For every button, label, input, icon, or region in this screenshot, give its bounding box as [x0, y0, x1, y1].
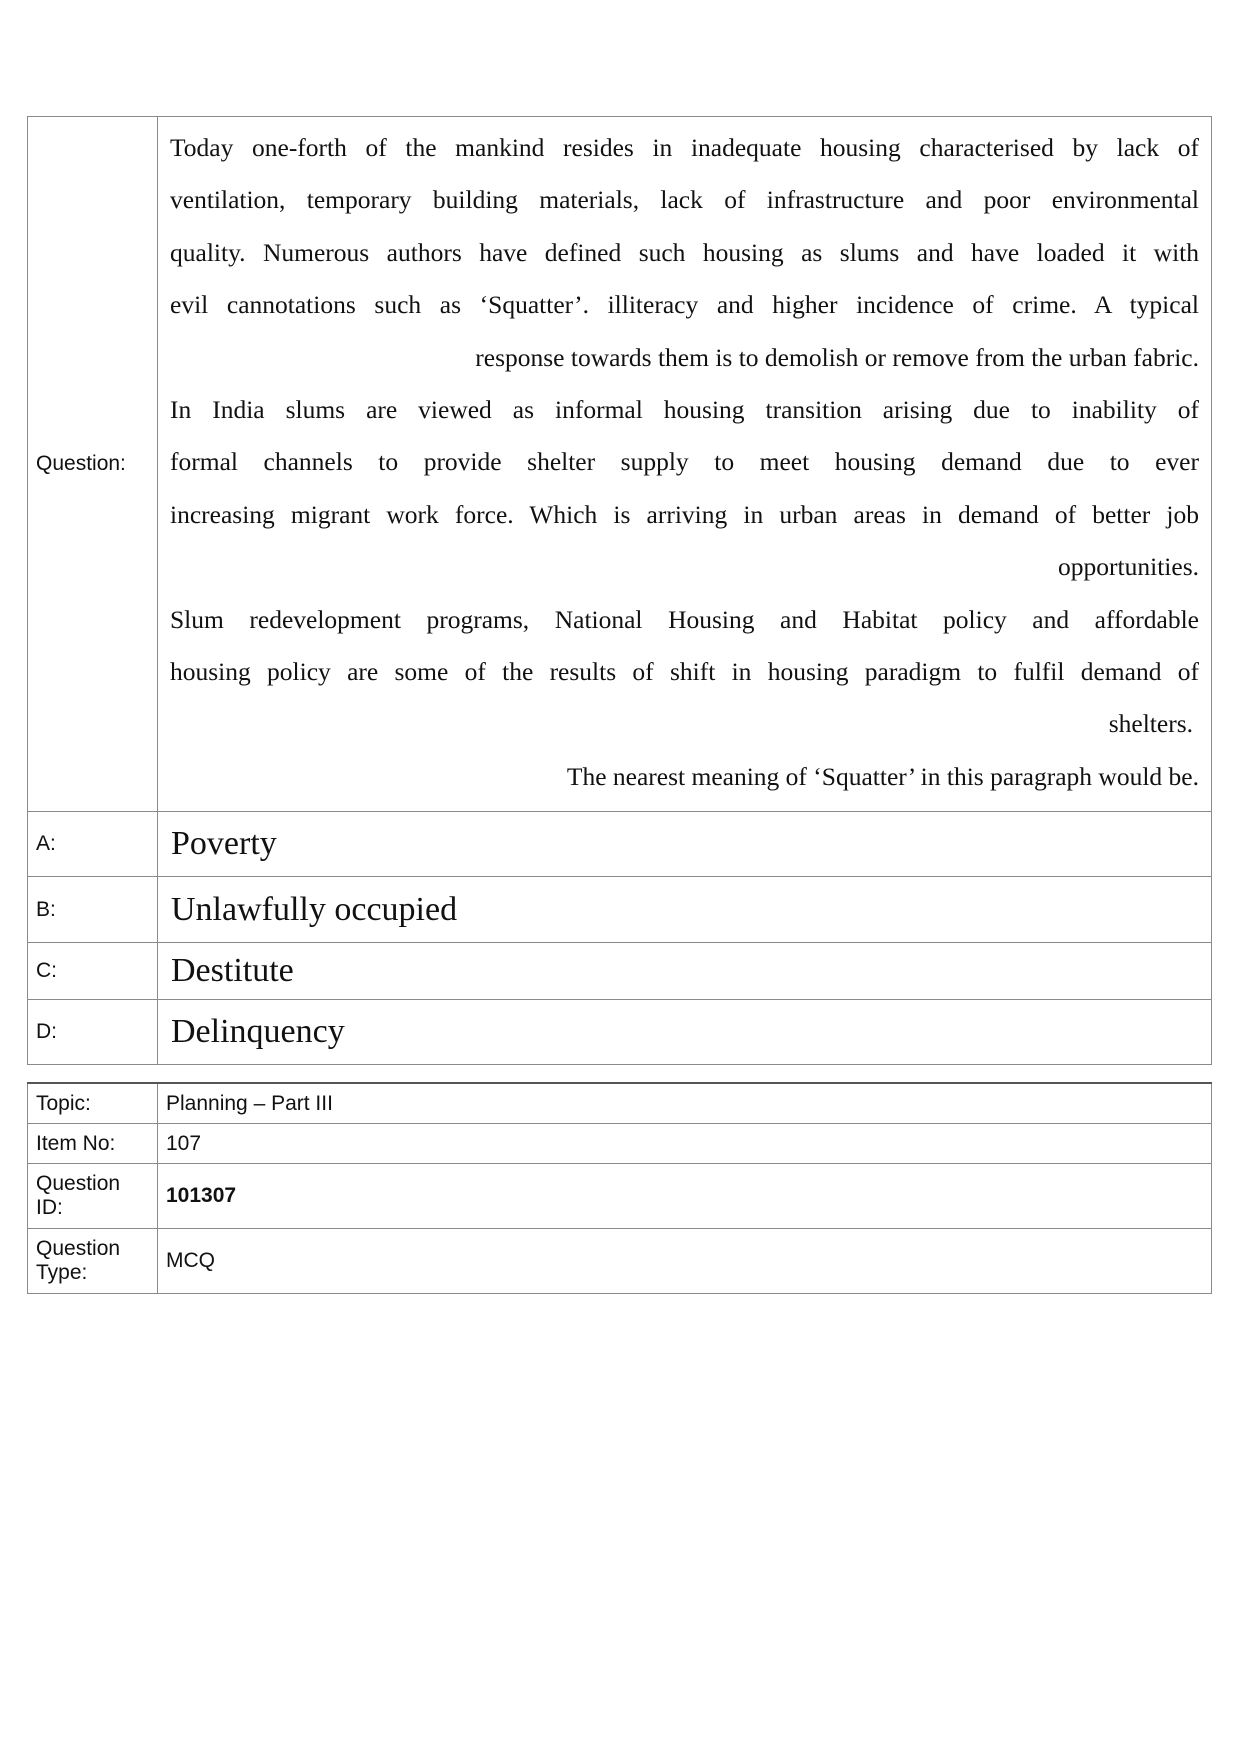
passage-line: housing policy are some of the results of shift in housing paradigm to fulfil demand of — [170, 656, 1199, 686]
passage-line: quality. Numerous authors have defined such housing as slums and have loaded it with — [170, 237, 1199, 267]
question-type-value: MCQ — [158, 1229, 1212, 1294]
option-c-text[interactable]: Destitute — [158, 943, 1212, 1000]
option-a-label: A: — [28, 812, 158, 877]
option-row-d[interactable] — [28, 1000, 1212, 1065]
topic-value: Planning – Part III — [158, 1083, 1212, 1124]
option-d-text[interactable]: Delinquency — [158, 1000, 1212, 1065]
question-table — [27, 116, 1212, 1065]
passage-line: ventilation, temporary building materials, lack of infrastructure and poor environmental — [170, 185, 1199, 215]
question-id-value: 101307 — [158, 1164, 1212, 1229]
passage-line: increasing migrant work force. Which is arriving in urban areas in demand of better job — [170, 499, 1199, 529]
topic-label: Topic: — [28, 1083, 158, 1124]
option-b-label: B: — [28, 877, 158, 943]
option-row-c[interactable] — [28, 943, 1212, 1000]
item-no-row — [28, 1124, 1212, 1164]
option-row-b[interactable] — [28, 877, 1212, 943]
passage-line: In India slums are viewed as informal housing transition arising due to inability of — [170, 394, 1199, 424]
option-d-label: D: — [28, 1000, 158, 1065]
passage-line: opportunities. — [1058, 552, 1199, 582]
question-passage — [158, 117, 1212, 812]
option-b-text[interactable]: Unlawfully occupied — [158, 877, 1212, 943]
passage-line: Today one-forth of the mankind resides in inadequate housing characterised by lack of — [170, 133, 1199, 162]
item-no-label: Item No: — [28, 1124, 158, 1164]
question-type-row — [28, 1229, 1212, 1294]
option-row-a[interactable] — [28, 812, 1212, 877]
passage-line: Slum redevelopment programs, National Housing and Habitat policy and affordable — [170, 604, 1199, 634]
question-id-label: Question ID: — [28, 1164, 158, 1229]
question-type-label: Question Type: — [28, 1229, 158, 1294]
question-label: Question: — [28, 117, 158, 812]
option-c-label: C: — [28, 943, 158, 1000]
passage-line: evil cannotations such as ‘Squatter’. illiteracy and higher incidence of crime. A typical — [170, 290, 1199, 320]
topic-row — [28, 1083, 1212, 1124]
passage-line: The nearest meaning of ‘Squatter’ in this paragraph would be. — [566, 761, 1199, 791]
question-row — [28, 117, 1212, 812]
metadata-table — [27, 1082, 1212, 1294]
passage-line: formal channels to provide shelter supply to meet housing demand due to ever — [170, 447, 1199, 477]
question-id-row — [28, 1164, 1212, 1229]
passage-line: response towards them is to demolish or remove from the urban fabric. — [475, 342, 1199, 372]
item-no-value: 107 — [158, 1124, 1212, 1164]
passage-line: shelters. — [1108, 709, 1193, 739]
option-a-text[interactable]: Poverty — [158, 812, 1212, 877]
